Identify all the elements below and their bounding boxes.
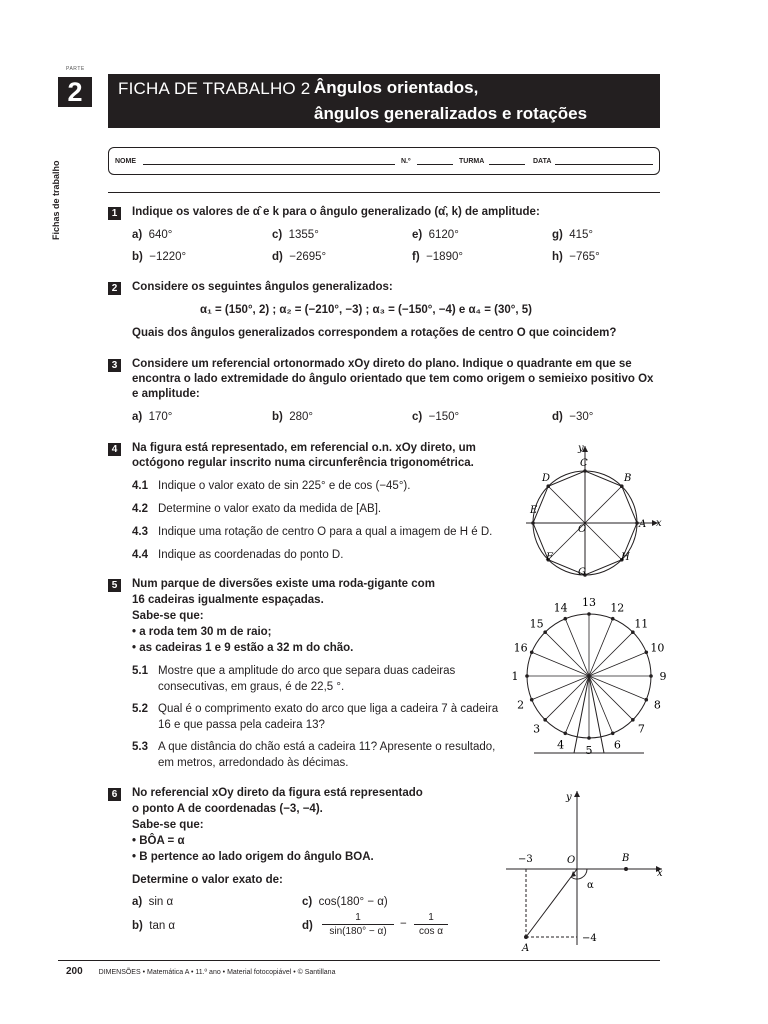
minus4-label: −4 xyxy=(582,933,597,944)
q3-item-d: d) −30° xyxy=(552,411,594,423)
q3-item-b: b) 280° xyxy=(272,411,314,423)
x-axis-label: x xyxy=(657,868,663,879)
question-6-bullet1: • BÔA = α xyxy=(132,835,185,847)
number-field[interactable] xyxy=(417,164,453,165)
q6-d-fraction-2 xyxy=(414,911,448,938)
chair-label: 4 xyxy=(557,738,565,752)
chair-label: 11 xyxy=(634,617,649,631)
question-6-line1: No referencial xOy direto da figura está representado xyxy=(132,787,423,799)
q4-subitem-1: 4.1 Indique o valor exato de sin 225° e de cos (−45°). xyxy=(132,480,411,492)
octagon-radius xyxy=(585,486,622,523)
page-number: 200 xyxy=(66,966,83,977)
section-vertical-label: Fichas de trabalho xyxy=(51,160,61,240)
chair-point xyxy=(543,718,547,722)
question-number: 2 xyxy=(108,282,121,295)
q5-subitem-1-cont: consecutivas, em graus, é de 22,5 °. xyxy=(158,681,345,693)
q6-item-a: a) sin α xyxy=(132,896,174,908)
question-6-determine: Determine o valor exato de: xyxy=(132,874,283,886)
date-label: DATA xyxy=(533,158,552,165)
vertex-label-f: F xyxy=(546,552,553,563)
footer xyxy=(66,966,335,977)
question-number: 6 xyxy=(108,788,121,801)
chair-label: 5 xyxy=(585,744,593,757)
octagon-radius xyxy=(585,523,622,560)
chair-label: 10 xyxy=(650,641,665,655)
segment-oa xyxy=(526,869,577,937)
wheel-support-left xyxy=(574,676,589,753)
q6-d-frac2-denominator: cos α xyxy=(418,926,444,937)
footer-text: DIMENSÕES • Matemática A • 11.º ano • Material fotocopiável • © Santillana xyxy=(98,969,336,976)
question-6-bullet2: • B pertence ao lado origem do ângulo BOA. xyxy=(132,851,374,863)
wheel-spoke xyxy=(545,632,589,676)
chair-point xyxy=(611,731,615,735)
class-field[interactable] xyxy=(489,164,525,165)
q1-item-b: b) −1220° xyxy=(132,251,187,263)
student-info-box xyxy=(108,147,660,175)
octagon-vertex xyxy=(546,484,550,488)
footer-divider xyxy=(58,960,660,961)
y-axis-label: y xyxy=(578,443,584,454)
chair-point xyxy=(631,630,635,634)
q4-subitem-4: 4.4 Indique as coordenadas do ponto D. xyxy=(132,549,344,561)
chair-point xyxy=(525,674,529,678)
question-6-line2: o ponto A de coordenadas (−3, −4). xyxy=(132,803,323,815)
name-label: NOME xyxy=(115,158,136,165)
q6-d-frac2-numerator: 1 xyxy=(414,911,448,925)
vertex-label-b: B xyxy=(624,473,632,484)
q1-item-c: c) 1355° xyxy=(272,229,319,241)
chair-label: 14 xyxy=(553,601,568,615)
name-field[interactable] xyxy=(143,164,395,165)
chair-label: 2 xyxy=(517,698,525,712)
chair-label: 15 xyxy=(529,617,544,631)
date-field[interactable] xyxy=(555,164,653,165)
question-5-line2: 16 cadeiras igualmente espaçadas. xyxy=(132,594,324,606)
q1-item-d: d) −2695° xyxy=(272,251,327,263)
point-a-label: A xyxy=(522,943,530,954)
question-1-text: Indique os valores de α̂ e k para o ângulo generalizado (α̂, k) de amplitude: xyxy=(132,206,540,218)
q4-subitem-2: 4.2 Determine o valor exato da medida de [AB]. xyxy=(132,503,382,515)
chair-label: 3 xyxy=(533,722,541,736)
question-6-line3: Sabe-se que: xyxy=(132,819,204,831)
question-2-text: Considere os seguintes ângulos generalizados: xyxy=(132,281,393,293)
question-5-bullet2: • as cadeiras 1 e 9 estão a 32 m do chão. xyxy=(132,642,354,654)
q5-subitem-2: 5.2 Qual é o comprimento exato do arco que liga a cadeira 7 à cadeira xyxy=(132,703,499,715)
origin-label: O xyxy=(578,524,587,535)
y-axis-arrow xyxy=(574,791,580,797)
question-number: 3 xyxy=(108,359,121,372)
chair-label: 9 xyxy=(659,670,667,683)
chair-label: 6 xyxy=(613,738,621,752)
q6-d-frac1-denominator: sin(180° − α) xyxy=(329,926,387,937)
q6-d-fraction-1 xyxy=(322,911,394,938)
question-number: 5 xyxy=(108,579,121,592)
question-3-line2: encontra o lado extremidade do ângulo orientado que tem como origem o semieixo positivo Ox xyxy=(132,373,654,385)
q5-subitem-1: 5.1 Mostre que a amplitude do arco que separa duas cadeiras xyxy=(132,665,456,677)
q6-d-minus: − xyxy=(400,918,407,930)
worksheet-title-line2: ângulos generalizados e rotações xyxy=(314,104,588,123)
point-a xyxy=(524,935,528,939)
number-label: N.º xyxy=(401,158,411,165)
chair-point xyxy=(644,650,648,654)
y-axis-label: y xyxy=(566,792,572,803)
vertex-label-e: E xyxy=(530,505,538,516)
vertex-label-a: A xyxy=(639,519,647,530)
octagon-figure xyxy=(520,438,670,578)
q4-subitem-3: 4.3 Indique uma rotação de centro O para a qual a imagem de H é D. xyxy=(132,526,493,538)
q1-item-f: f) −1890° xyxy=(412,251,463,263)
wheel-support-right xyxy=(589,676,604,753)
chair-label: 7 xyxy=(637,722,645,736)
question-5-bullet1: • a roda tem 30 m de raio; xyxy=(132,626,272,638)
chair-point xyxy=(563,617,567,621)
q1-item-g: g) 415° xyxy=(552,229,594,241)
q1-item-a: a) 640° xyxy=(132,229,173,241)
chair-point xyxy=(587,612,591,616)
chair-label: 12 xyxy=(610,601,625,615)
wheel-spoke xyxy=(545,676,589,720)
chair-point xyxy=(530,650,534,654)
octagon-vertex xyxy=(583,469,587,473)
q6-d-frac1-numerator: 1 xyxy=(322,911,394,925)
octagon-radius xyxy=(548,486,585,523)
vertex-label-c: C xyxy=(580,458,588,469)
question-number: 1 xyxy=(108,207,121,220)
q5-subitem-3-cont: em metros, arredondado às décimas. xyxy=(158,757,349,769)
chair-point xyxy=(587,736,591,740)
q3-item-a: a) 170° xyxy=(132,411,173,423)
divider xyxy=(108,192,660,193)
chair-label: 13 xyxy=(582,596,596,609)
q5-subitem-3: 5.3 A que distância do chão está a cadeira 11? Apresente o resultado, xyxy=(132,741,496,753)
octagon-vertex xyxy=(620,484,624,488)
chair-point xyxy=(649,674,653,678)
class-label: TURMA xyxy=(459,158,485,165)
chair-point xyxy=(611,617,615,621)
alpha-label: α xyxy=(587,880,594,891)
q5-subitem-2-cont: 16 e que passa pela cadeira 13? xyxy=(158,719,325,731)
chair-label: 1 xyxy=(511,670,519,683)
chair-label: 8 xyxy=(653,698,661,712)
question-5-line1: Num parque de diversões existe uma roda-gigante com xyxy=(132,578,435,590)
question-4-line1: Na figura está representado, em referencial o.n. xOy direto, um xyxy=(132,442,476,454)
worksheet-label: FICHA DE TRABALHO 2 xyxy=(118,79,311,98)
part-number: 2 xyxy=(58,77,92,107)
coordinate-figure xyxy=(490,785,670,955)
q6-item-d: d) xyxy=(302,920,313,932)
chair-point xyxy=(530,698,534,702)
q6-item-c: c) cos(180° − α) xyxy=(302,896,388,908)
q1-item-h: h) −765° xyxy=(552,251,600,263)
origin-label: O xyxy=(567,855,576,866)
point-b xyxy=(624,867,628,871)
part-label: PARTE xyxy=(66,66,85,72)
q6-item-b: b) tan α xyxy=(132,920,176,932)
question-2-formula: α₁ = (150°, 2) ; α₂ = (−210°, −3) ; α₃ = (−150°, −4) e α₄ = (30°, 5) xyxy=(200,304,532,316)
vertex-label-h: H xyxy=(621,552,630,563)
point-b-label: B xyxy=(622,853,630,864)
chair-point xyxy=(631,718,635,722)
minus3-label: −3 xyxy=(518,854,533,865)
chair-point xyxy=(563,731,567,735)
worksheet-title-line1: Ângulos orientados, xyxy=(314,78,479,97)
chair-point xyxy=(543,630,547,634)
chair-point xyxy=(644,698,648,702)
wheel-spoke xyxy=(589,676,633,720)
worksheet-header xyxy=(108,74,660,128)
x-axis-label: x xyxy=(656,518,662,529)
vertex-label-g: G xyxy=(578,567,586,578)
q3-item-c: c) −150° xyxy=(412,411,460,423)
question-3-line1: Considere um referencial ortonormado xOy direto do plano. Indique o quadrante em que se xyxy=(132,358,632,370)
vertex-label-d: D xyxy=(542,473,551,484)
question-4-line2: octógono regular inscrito numa circunferência trigonométrica. xyxy=(132,457,474,469)
question-2-question: Quais dos ângulos generalizados correspondem a rotações de centro O que coincidem? xyxy=(132,327,617,339)
octagon-vertex xyxy=(531,521,535,525)
question-5-line3: Sabe-se que: xyxy=(132,610,204,622)
q1-item-e: e) 6120° xyxy=(412,229,459,241)
question-number: 4 xyxy=(108,443,121,456)
ferris-wheel-figure xyxy=(508,595,673,760)
wheel-spoke xyxy=(589,632,633,676)
chair-label: 16 xyxy=(513,641,528,655)
question-3-line3: e amplitude: xyxy=(132,388,200,400)
